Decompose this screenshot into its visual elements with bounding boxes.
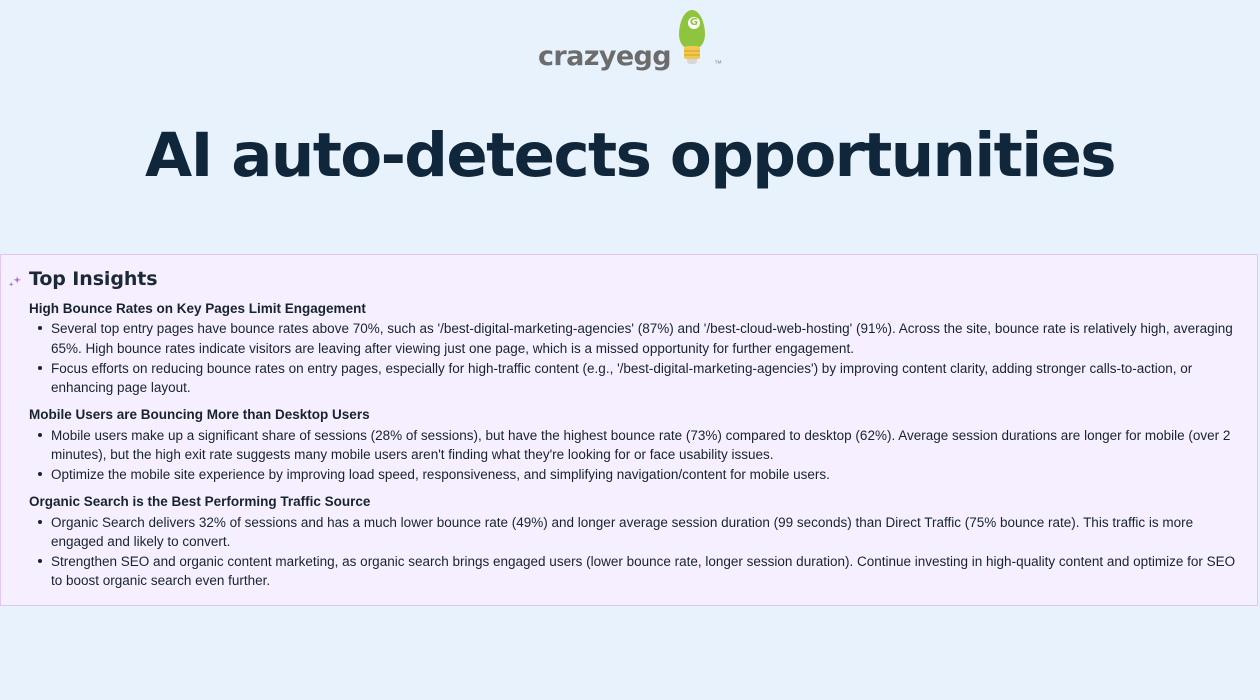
insight-bullet-list [29,319,1241,397]
insight-section-title: Organic Search is the Best Performing Traffic Source [29,494,371,510]
list-item: Optimize the mobile site experience by improving load speed, responsiveness, and simplifying navigation/content for mobile users. [51,465,1241,484]
panel-title: Top Insights [29,268,158,290]
list-item: Mobile users make up a significant share of sessions (28% of sessions), but have the highest bounce rate (73%) compared to desktop (62%). Average session durations are longer for mobile (over 2 minutes), but the high exit rate suggests many mobile users aren't finding what they're looking for or face usability issues. [51,426,1241,464]
list-item: Focus efforts on reducing bounce rates on entry pages, especially for high-traffic content (e.g., '/best-digital-marketing-agencies') by improving content clarity, adding stronger calls-to-action, or enhancing page layout. [51,359,1241,397]
insight-section [29,406,1241,484]
list-item: Organic Search delivers 32% of sessions and has a much lower bounce rate (49%) and longer average session duration (99 seconds) than Direct Traffic (75% bounce rate). This traffic is more engaged and likely to convert. [51,513,1241,551]
insight-section-title: High Bounce Rates on Key Pages Limit Engagement [29,300,366,316]
brand-logo[interactable] [0,0,1260,72]
insight-bullet-list [29,426,1241,484]
crazyegg-icon [671,10,711,72]
egg-body-shape [679,10,705,50]
page-title: AI auto-detects opportunities [144,120,1116,191]
insight-section [29,300,1241,397]
list-item: Strengthen SEO and organic content marketing, as organic search brings engaged users (lower bounce rate, longer session duration). Continue investing in high-quality content and optimize for SEO to boost organic search even further. [51,552,1241,590]
egg-foot-shape [687,59,697,64]
egg-letter: G [689,17,699,28]
insight-section-title: Mobile Users are Bouncing More than Desktop Users [29,407,370,423]
insight-bullet-list [29,513,1241,591]
top-insights-panel [0,254,1258,606]
logo-lockup [538,10,722,72]
trademark-symbol: ™ [714,59,723,68]
egg-base-shape [684,46,700,59]
panel-header [29,269,1241,290]
sparkle-icon [7,275,23,293]
insight-section [29,493,1241,590]
list-item: Several top entry pages have bounce rates above 70%, such as '/best-digital-marketing-agencies' (87%) and '/best-cloud-web-hosting' (91%). Across the site, bounce rate is relatively high, averaging 65%. High bounce rates indicate visitors are leaving after viewing just one page, which is a missed opportunity for further engagement. [51,319,1241,357]
logo-wordmark: crazyegg [537,41,672,72]
